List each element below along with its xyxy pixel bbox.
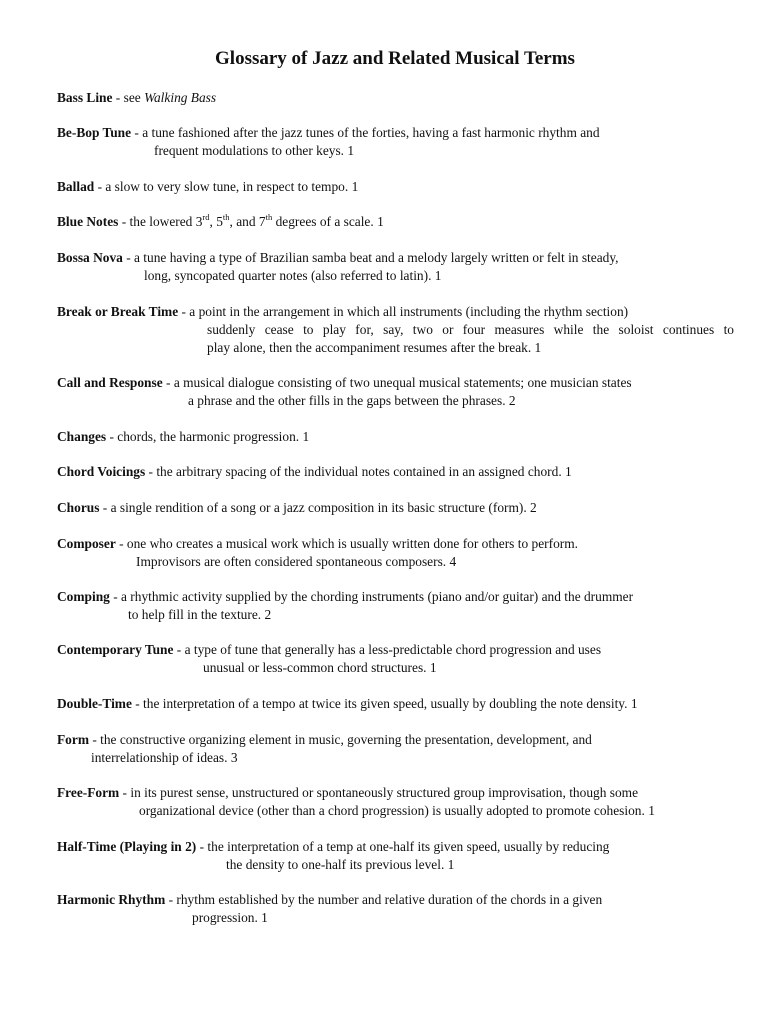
glossary-entry-chord-voicings [57,463,572,481]
ordinal-suffix: th [222,212,230,222]
entry-definition: - a type of tune that generally has a less-predictable chord progression and uses [173,642,602,657]
entry-term: Break or Break Time [57,304,179,319]
glossary-entry-free-form [57,784,655,820]
entry-definition: - a tune fashioned after the jazz tunes of the forties, having a fast harmonic rhythm and [131,125,600,140]
glossary-entry-composer [57,535,578,571]
entry-definition: - the constructive organizing element in music, governing the presentation, development, and [88,732,592,747]
entry-definition-part: - the lowered 3 [118,214,203,229]
entry-line [57,499,537,517]
entry-term: Double-Time [57,696,132,711]
entry-term: Changes [57,429,107,444]
entry-separator: - see [112,90,145,105]
glossary-entry-be-bop-tune [57,124,600,160]
glossary-entry-blue-notes [57,213,384,231]
entry-definition: - rhythm established by the number and relative duration of the chords in a given [165,892,603,907]
entry-line [57,784,655,802]
entry-line [57,535,578,553]
entry-continuation: a phrase and the other fills in the gaps between the phrases. 2 [188,393,516,408]
entry-line [57,891,602,909]
glossary-entry-ballad [57,178,358,196]
glossary-entry-contemporary-tune [57,641,601,677]
entry-cross-reference: Walking Bass [144,90,217,105]
entry-term: Bossa Nova [57,250,123,265]
entry-continuation: play alone, then the accompaniment resumes after the break. 1 [207,340,542,355]
entry-definition: - a point in the arrangement in which all instruments (including the rhythm section) [178,304,629,319]
entry-definition: - the arbitrary spacing of the individual notes contained in an assigned chord. 1 [145,464,572,479]
entry-line [57,178,358,196]
glossary-entry-chorus [57,499,537,517]
entry-line [57,124,600,142]
entry-line [57,249,619,267]
entry-definition: - chords, the harmonic progression. 1 [106,429,310,444]
entry-definition: - the interpretation of a temp at one-half its given speed, usually by reducing [196,839,610,854]
entry-term: Half-Time (Playing in 2) [57,839,197,854]
entry-term: Ballad [57,179,95,194]
entry-term: Blue Notes [57,214,119,229]
entry-line [57,731,592,749]
entry-line [57,428,309,446]
entry-term: Contemporary Tune [57,642,174,657]
entry-definition: - the interpretation of a tempo at twice its given speed, usually by doubling the note density. 1 [131,696,638,711]
entry-definition: - a rhythmic activity supplied by the chording instruments (piano and/or guitar) and the drummer [109,589,634,604]
entry-term: Form [57,732,89,747]
entry-definition: - a musical dialogue consisting of two unequal musical statements; one musician states [162,375,632,390]
entry-continuation: to help fill in the texture. 2 [128,607,272,622]
entry-term: Chord Voicings [57,464,146,479]
entry-term: Comping [57,589,110,604]
glossary-entry-double-time [57,695,638,713]
entry-definition-part: , and 7 [229,214,266,229]
entry-definition: - in its purest sense, unstructured or spontaneously structured group improvisation, though some [119,785,639,800]
entry-continuation: Improvisors are often considered spontaneous composers. 4 [136,554,457,569]
entry-term: Chorus [57,500,100,515]
entry-term: Call and Response [57,375,163,390]
entry-term: Free-Form [57,785,120,800]
glossary-entry-form [57,731,592,767]
entry-continuation: organizational device (other than a chord progression) is usually adopted to promote cohesion. 1 [139,803,655,818]
entry-term: Be-Bop Tune [57,125,132,140]
entry-continuation: frequent modulations to other keys. 1 [154,143,355,158]
entry-continuation: progression. 1 [192,910,268,925]
entry-term: Harmonic Rhythm [57,892,166,907]
entry-continuation: the density to one-half its previous level. 1 [226,857,455,872]
glossary-entry-harmonic-rhythm [57,891,602,927]
ordinal-suffix: rd [202,212,210,222]
entry-definition-part: , 5 [209,214,223,229]
entry-continuation: unusual or less-common chord structures. 1 [203,660,437,675]
entry-continuation: long, syncopated quarter notes (also referred to latin). 1 [144,268,442,283]
glossary-entry-bass-line [57,89,216,107]
entry-line [57,695,638,713]
entry-line [57,374,632,392]
page-title: Glossary of Jazz and Related Musical Terms [215,48,575,69]
entry-line [57,303,734,321]
entry-definition: - one who creates a musical work which is usually written done for others to perform. [115,536,578,551]
entry-continuation: interrelationship of ideas. 3 [91,750,238,765]
entry-term: Bass Line [57,90,113,105]
entry-line [57,641,601,659]
glossary-entry-comping [57,588,633,624]
entry-definition-part: degrees of a scale. 1 [272,214,384,229]
entry-term: Composer [57,536,116,551]
entry-definition: - a slow to very slow tune, in respect to tempo. 1 [94,179,359,194]
glossary-entry-call-and-response [57,374,632,410]
entry-line [57,213,384,231]
entry-line [57,463,572,481]
entry-definition: - a tune having a type of Brazilian samba beat and a melody largely written or felt in steady, [122,250,619,265]
entry-line [57,89,216,107]
glossary-entry-bossa-nova [57,249,619,285]
entry-line [57,838,609,856]
glossary-entry-break-time [57,303,734,357]
entry-line [57,588,633,606]
glossary-entry-changes [57,428,309,446]
glossary-entry-half-time [57,838,609,874]
ordinal-suffix: th [265,212,273,222]
entry-definition: - a single rendition of a song or a jazz composition in its basic structure (form). 2 [99,500,537,515]
entry-continuation: suddenly cease to play for, say, two or four measures while the soloist continues to [207,322,734,337]
